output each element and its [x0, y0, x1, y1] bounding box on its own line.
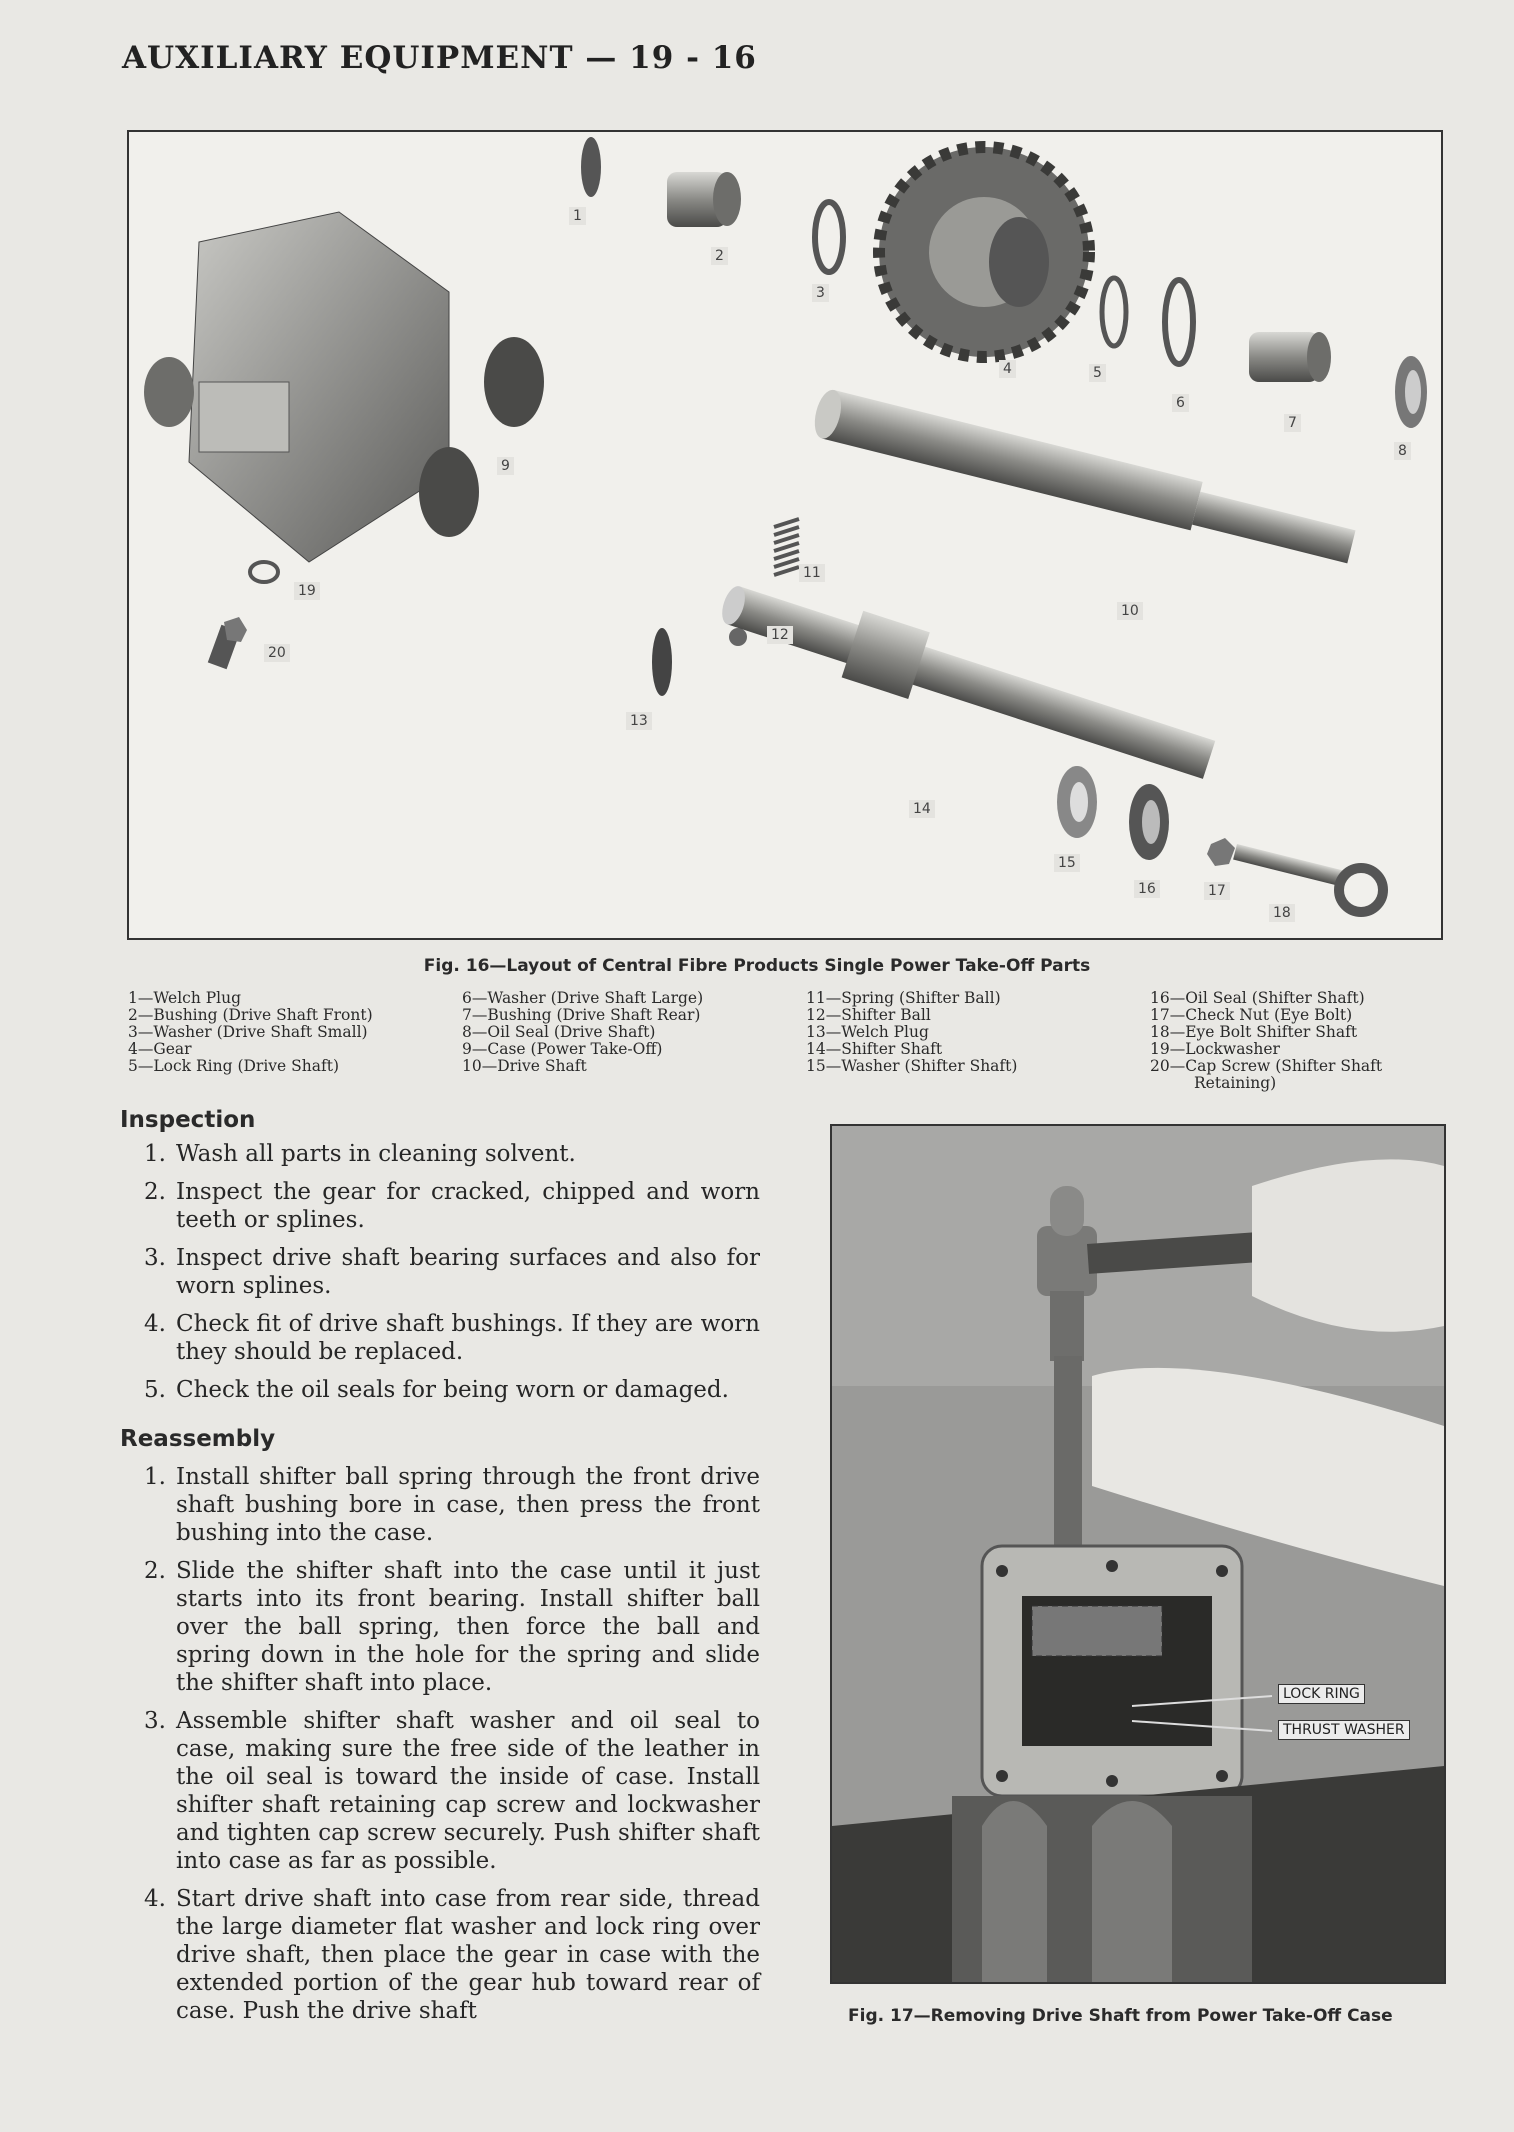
lock-ring-5	[1102, 278, 1126, 346]
page-header: AUXILIARY EQUIPMENT — 19 - 16	[122, 40, 757, 76]
legend-item: 8—Oil Seal (Drive Shaft)	[462, 1023, 656, 1041]
step-text: Start drive shaft into case from rear side, thread the large diameter flat washer and lock ring over drive shaft, then place the gear in case with the extended portion of the gear hub toward rear of case. Push the drive shaft	[176, 1886, 760, 2024]
legend-column-4	[1150, 990, 1382, 1092]
step-text: Install shifter ball spring through the front drive shaft bushing bore in case, then press the front bushing into the case.	[176, 1464, 760, 1546]
legend-column-3	[806, 990, 1017, 1075]
gear-4	[879, 147, 1089, 357]
legend-item: 5—Lock Ring (Drive Shaft)	[128, 1057, 339, 1075]
legend-item: 7—Bushing (Drive Shaft Rear)	[462, 1006, 701, 1024]
step-number: 5.	[144, 1377, 166, 1403]
list-item	[120, 1178, 760, 1234]
callout-11: 11	[799, 564, 825, 582]
callout-19: 19	[294, 582, 320, 600]
legend-column-2	[462, 990, 703, 1075]
list-item	[120, 1707, 760, 1875]
list-item	[120, 1140, 760, 1168]
lockwasher-19	[250, 562, 278, 582]
figure-17-photo	[830, 1124, 1446, 1984]
legend-item: 1—Welch Plug	[128, 989, 242, 1007]
legend-item: 10—Drive Shaft	[462, 1057, 587, 1075]
step-number: 4.	[144, 1886, 166, 1912]
callout-10: 10	[1117, 602, 1143, 620]
thrust-washer-label: THRUST WASHER	[1278, 1720, 1410, 1740]
legend-item: 9—Case (Power Take-Off)	[462, 1040, 663, 1058]
list-item	[120, 1310, 760, 1366]
shifter-ball-12	[729, 628, 747, 646]
list-item	[120, 1557, 760, 1697]
legend-item: 3—Washer (Drive Shaft Small)	[128, 1023, 368, 1041]
callout-15: 15	[1054, 854, 1080, 872]
legend-item: 18—Eye Bolt Shifter Shaft	[1150, 1023, 1358, 1041]
callout-14: 14	[909, 800, 935, 818]
callout-2: 2	[711, 247, 728, 265]
list-item	[120, 1376, 760, 1404]
reassembly-heading: Reassembly	[120, 1426, 276, 1452]
washer-3	[815, 202, 843, 272]
list-item	[120, 1885, 760, 2025]
callout-20: 20	[264, 644, 290, 662]
rear-bushing-7	[1249, 332, 1331, 382]
washer-6	[1165, 280, 1193, 364]
step-text: Check the oil seals for being worn or damaged.	[176, 1377, 729, 1403]
photo-illustration	[832, 1126, 1444, 1982]
figure-16-caption: Fig. 16—Layout of Central Fibre Products Single Power Take-Off Parts	[423, 956, 1091, 976]
reassembly-steps	[120, 1463, 760, 2035]
callout-9: 9	[497, 457, 514, 475]
step-text: Inspect the gear for cracked, chipped and worn teeth or splines.	[176, 1179, 760, 1233]
legend-column-1	[128, 990, 373, 1075]
legend-item-continued: Retaining)	[1194, 1074, 1277, 1092]
callout-18: 18	[1269, 904, 1295, 922]
legend-item: 11—Spring (Shifter Ball)	[806, 989, 1001, 1007]
callout-7: 7	[1284, 414, 1301, 432]
step-text: Slide the shifter shaft into the case until it just starts into its front bearing. Install shifter ball over the ball spring, then force the ball and spring down in the hole for the spring and slide the shifter shaft into place.	[176, 1558, 760, 1696]
legend-item: 12—Shifter Ball	[806, 1006, 931, 1024]
step-text: Check fit of drive shaft bushings. If they are worn they should be replaced.	[176, 1311, 760, 1365]
legend-item: 2—Bushing (Drive Shaft Front)	[128, 1006, 373, 1024]
drive-shaft-10	[810, 387, 1358, 569]
welch-plug-1	[581, 137, 601, 197]
legend-item: 19—Lockwasher	[1150, 1040, 1280, 1058]
pto-case	[982, 1546, 1272, 1796]
callout-16: 16	[1134, 880, 1160, 898]
legend-item: 6—Washer (Drive Shaft Large)	[462, 989, 704, 1007]
step-number: 2.	[144, 1179, 166, 1205]
callout-17: 17	[1204, 882, 1230, 900]
cap-screw-20	[208, 617, 247, 669]
legend-item: 16—Oil Seal (Shifter Shaft)	[1150, 989, 1365, 1007]
oil-seal-8	[1395, 356, 1427, 428]
shifter-shaft-14	[713, 569, 1220, 793]
washer-15	[1057, 766, 1097, 838]
case-part	[144, 212, 544, 562]
legend-item: 17—Check Nut (Eye Bolt)	[1150, 1006, 1353, 1024]
step-number: 1.	[144, 1141, 166, 1167]
callout-4: 4	[999, 360, 1016, 378]
lock-ring-label: LOCK RING	[1278, 1684, 1365, 1704]
spring-11	[774, 519, 799, 575]
step-text: Assemble shifter shaft washer and oil seal to case, making sure the free side of the leather in the oil seal is toward the inside of case. Install shifter shaft retaining cap screw and lockwasher and tighten cap screw securely. Push shifter shaft into case as far as possible.	[176, 1708, 760, 1874]
oil-seal-16	[1129, 784, 1169, 860]
inspection-steps	[120, 1140, 760, 1414]
check-nut-17	[1207, 838, 1235, 866]
list-item	[120, 1244, 760, 1300]
step-number: 3.	[144, 1245, 166, 1271]
eye-bolt-18	[1233, 844, 1383, 912]
callout-5: 5	[1089, 364, 1106, 382]
legend-item: 15—Washer (Shifter Shaft)	[806, 1057, 1018, 1075]
legend-item: 14—Shifter Shaft	[806, 1040, 943, 1058]
welch-plug-13	[652, 628, 672, 696]
figure-17-caption: Fig. 17—Removing Drive Shaft from Power Take-Off Case	[848, 2006, 1393, 2026]
parts-illustration	[129, 132, 1441, 938]
callout-12: 12	[767, 626, 793, 644]
step-number: 1.	[144, 1464, 166, 1490]
step-number: 2.	[144, 1558, 166, 1584]
step-number: 4.	[144, 1311, 166, 1337]
list-item	[120, 1463, 760, 1547]
legend-item: 13—Welch Plug	[806, 1023, 929, 1041]
legend-item: 20—Cap Screw (Shifter Shaft	[1150, 1057, 1383, 1075]
callout-13: 13	[626, 712, 652, 730]
figure-16-parts-layout	[127, 130, 1443, 940]
callout-8: 8	[1394, 442, 1411, 460]
front-bushing-2	[667, 172, 741, 227]
callout-1: 1	[569, 207, 586, 225]
step-text: Wash all parts in cleaning solvent.	[176, 1141, 576, 1167]
step-number: 3.	[144, 1708, 166, 1734]
step-text: Inspect drive shaft bearing surfaces and also for worn splines.	[176, 1245, 760, 1299]
callout-6: 6	[1172, 394, 1189, 412]
inspection-heading: Inspection	[120, 1107, 256, 1133]
legend-item: 4—Gear	[128, 1040, 192, 1058]
callout-3: 3	[812, 284, 829, 302]
